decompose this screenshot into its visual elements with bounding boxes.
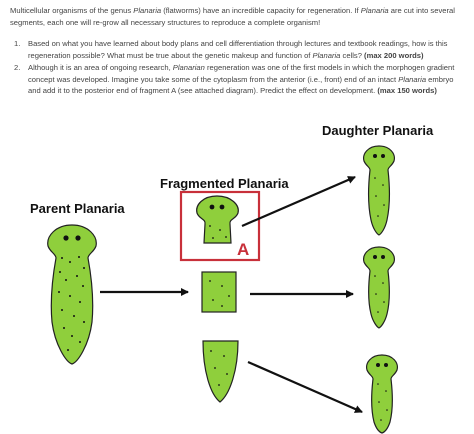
question-text: Based on what you have learned about body plans and cell differentiation through lectures and textbook readings, how is this regeneration possible? What must be true about the genetic makeup and function of — [28, 39, 448, 60]
intro-text: are cut into several segments, each one will re-grow all necessary structures to reproduce a complete organism! — [10, 6, 455, 27]
intro-genus: Planaria — [360, 6, 389, 15]
arrow-tail-to-daughter — [248, 362, 362, 412]
fragmented-planaria-label: Fragmented Planaria — [160, 176, 289, 191]
intro-text: Multicellular organisms of the genus — [10, 6, 134, 15]
question-number: 1. — [14, 39, 21, 48]
parent-eye-right — [75, 235, 80, 240]
intro-text: (flatworms) have an incredible capacity for regeneration. If — [161, 6, 361, 15]
question-text: regeneration was one of the first models in which the morphogen gradient concept was developed. Imagine you take some of the cytoplasm from the anterior (i.e., front) end of an intact — [28, 63, 455, 84]
question-text: cells? — [340, 50, 365, 60]
parent-planaria-label: Parent Planaria — [30, 201, 125, 216]
question-number: 2. — [14, 63, 21, 72]
fragment-a-eye-left — [210, 205, 215, 210]
fragment-a-eye-right — [220, 205, 225, 210]
daughter-planaria-3 — [367, 355, 398, 433]
daughter-planaria-2 — [364, 247, 395, 328]
question-genus: Planaria — [312, 50, 341, 60]
fragment-a-tag: A — [237, 240, 250, 259]
fragment-a-head — [197, 196, 239, 243]
fragment-tail — [203, 341, 238, 402]
question-text: Although it is an area of ongoing research, — [28, 63, 173, 72]
word-limit: (max 200 words) — [364, 50, 424, 60]
intro-genus: Planaria — [133, 6, 162, 15]
question-genus: Planarian — [172, 63, 205, 72]
parent-eye-left — [63, 235, 68, 240]
parent-planaria — [48, 225, 97, 364]
fragment-middle — [202, 272, 236, 312]
daughter-planaria-label: Daughter Planaria — [322, 123, 434, 138]
word-limit: (max 150 words) — [377, 86, 437, 95]
question-text: embryo and add it to the posterior end of fragment A (see attached diagram). Predict the effect on development. — [28, 74, 454, 95]
daughter-planaria-1 — [364, 146, 395, 235]
question-genus: Planaria — [398, 74, 427, 84]
